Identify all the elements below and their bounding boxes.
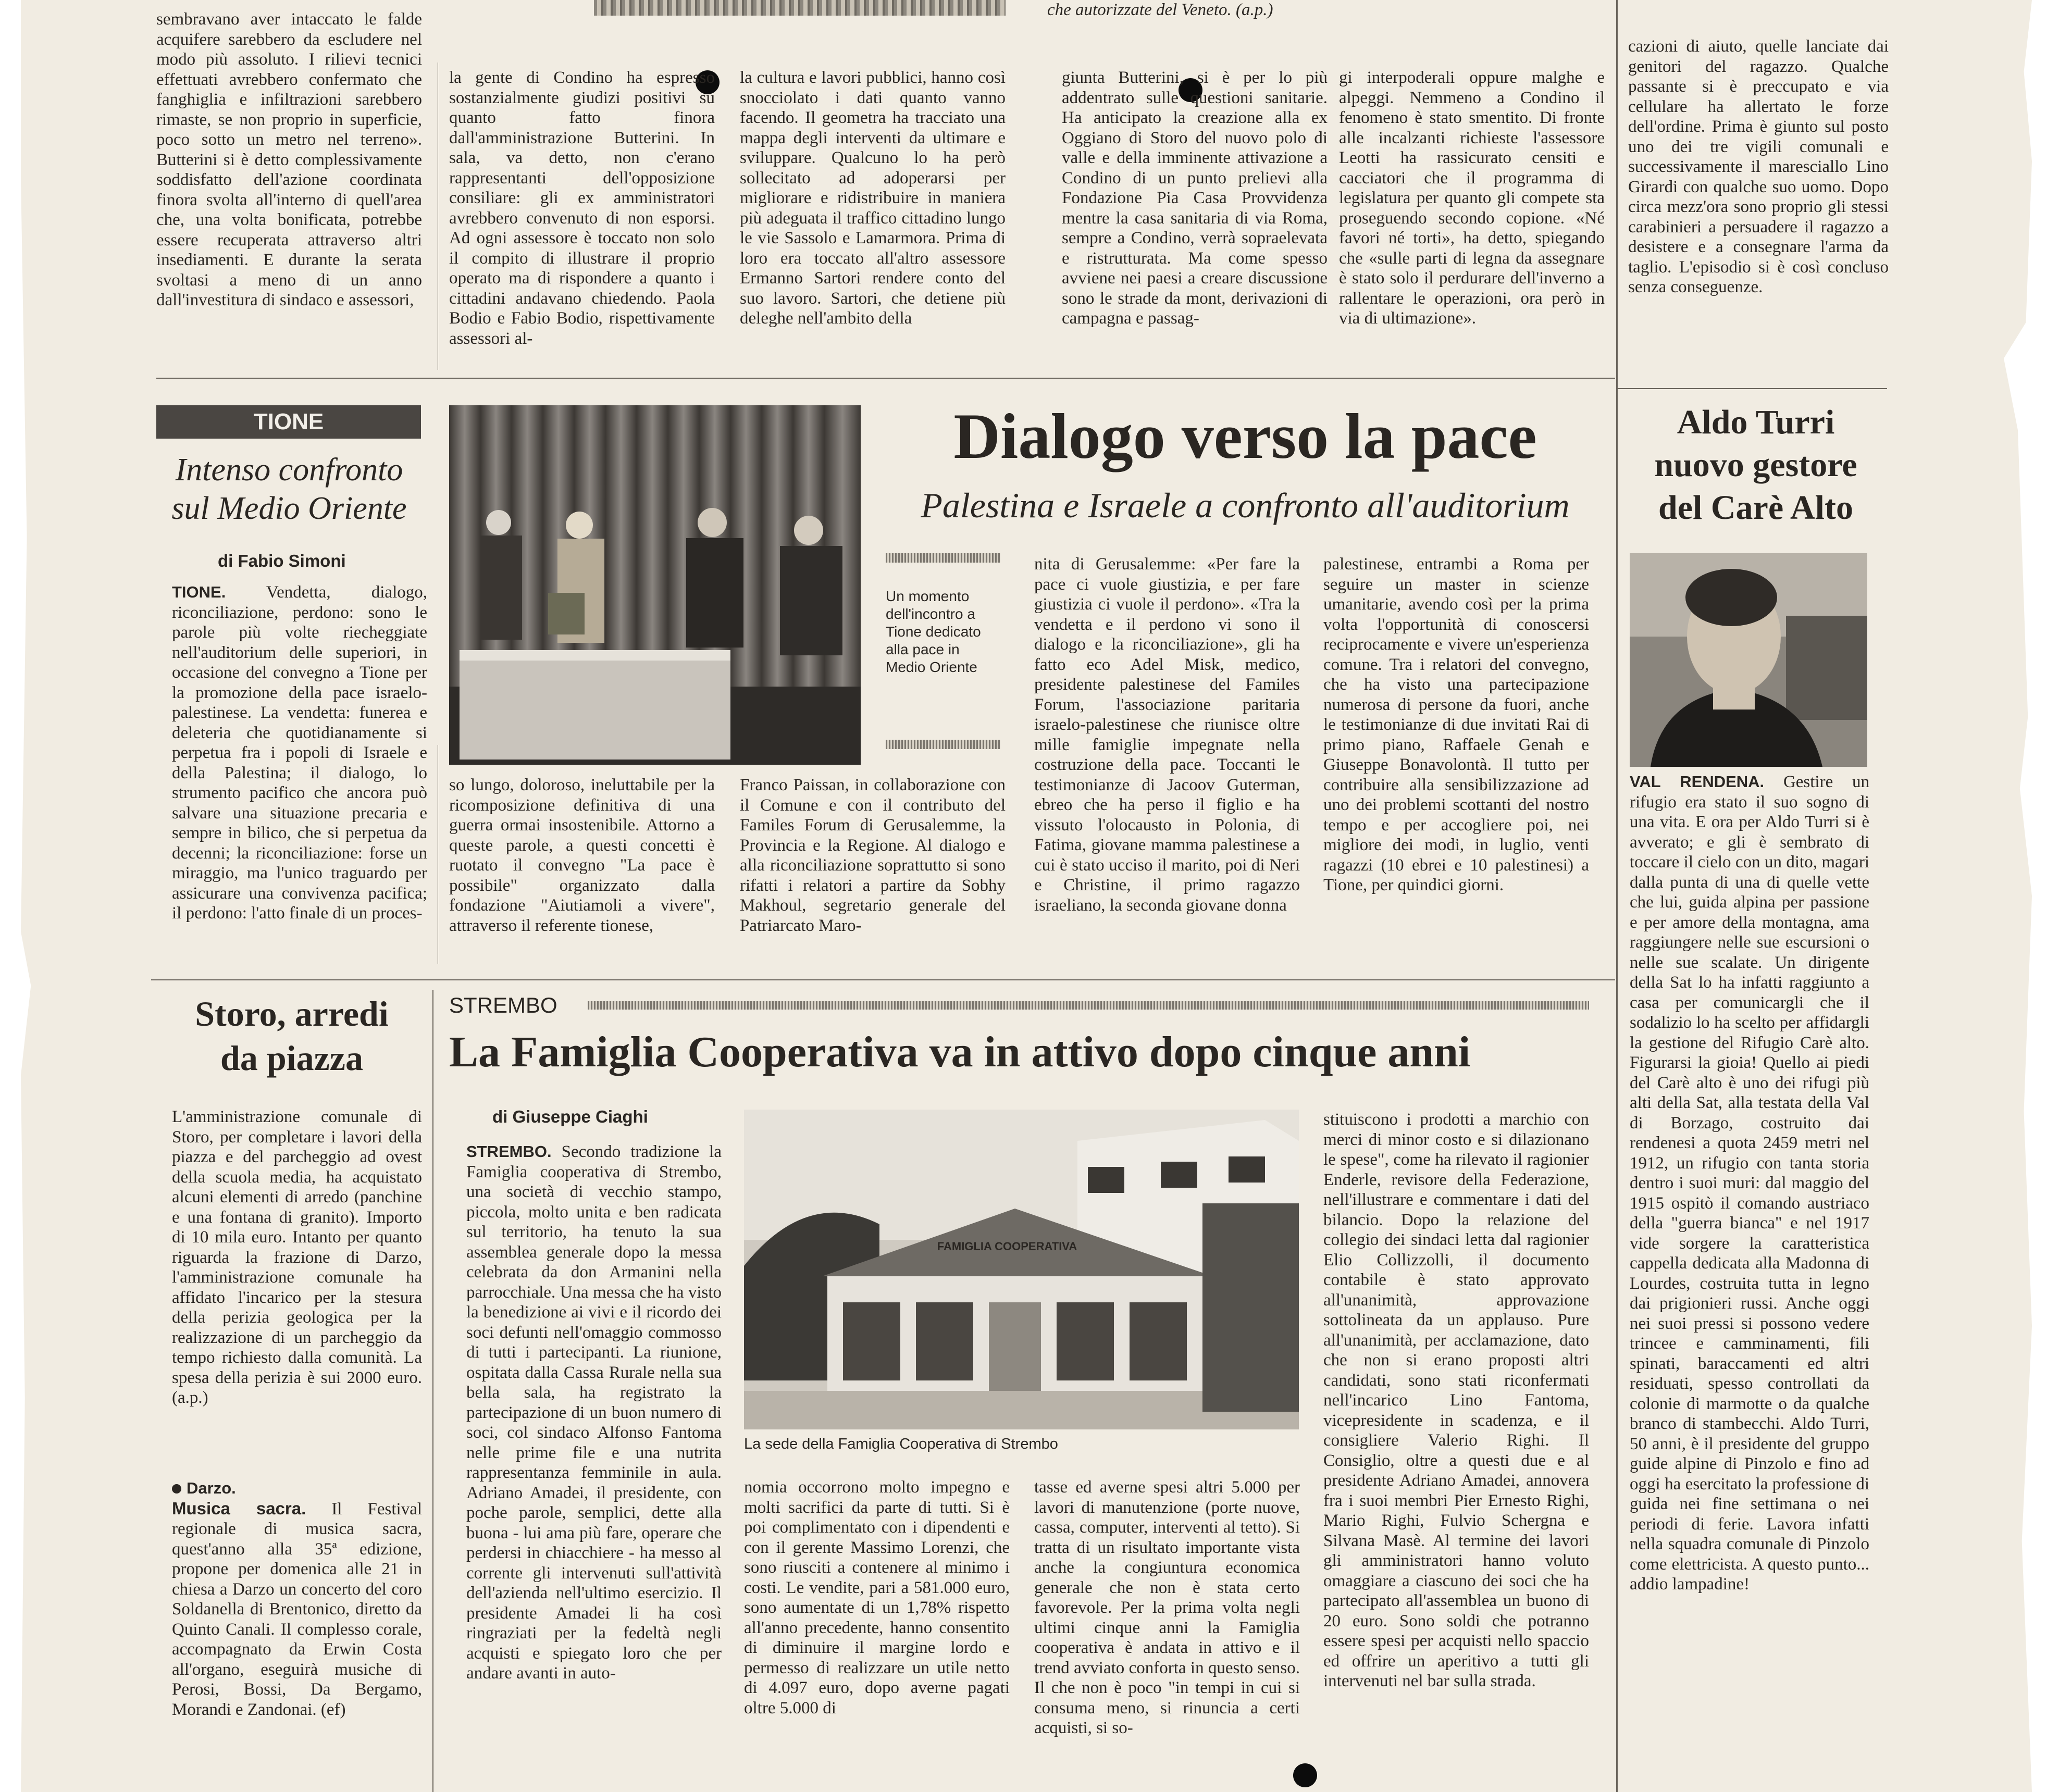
caption-tone-bar [886,553,1000,563]
strembo-column-4: stituiscono i prodotti a marchio con merci di minor costo e si dilazionano le spese", come ha rilevato il ragionier Enderle, revisore della Federazione, nell'illustrare e commentare i dati del bilancio. Dopo la relazione del collegio dei sindaci letta dal ragionier Elio Collizzolli, il documento contabile è stato approvato all'unanimità, approvazione sottolineata da un applauso. Pure all'unanimità, per acclamazione, dato che non si erano proposti altri candidati, sono stati riconfermati nell'incarico Lino Fantoma, vicepresidente in scadenza, e il consigliere Valerio Righi. Il Consiglio, oltre a questi due e al presidente Adriano Amadei, annovera fra i suoi membri Pier Ernesto Righi, Mario Righi, Fulvio Schergna e Silvana Masè. Al termine dei lavori gli amministratori hanno voluto omaggiare a ciascuno dei soci che ha partecipato all'assemblea un buono di 20 euro. Sono soldi che potranno essere spesi per acquisti nello spaccio ed offrire un aperitivo a tutti gli intervenuti nel bar sulla strada. [1323,1110,1589,1690]
turri-portrait [1630,553,1867,767]
tione-kicker: TIONE [156,405,421,439]
top-column-5: gi interpoderali oppure malghe e alpeggi. Nemmeno a Condino il fenomeno è stato smentito. Di fronte alle incalzanti richieste l'assessore Leotti ha rassicurato censiti e cacciatori che il programma di legislatura per quanto gli compete sta proseguendo secondo copione. «Né favori né torti», ha detto, spiegando che «sulle parti di legna da assegnare è stato solo il perdurare dell'inverno a rallentare le operazioni, ora però in via di ultimazione». [1339,68,1605,328]
column-rule [432,990,433,1792]
dialogo-headline: Dialogo verso la pace [953,401,1537,472]
storo-headline-line2: da piazza [220,1038,363,1078]
bullet-icon [172,1484,181,1494]
tione-byline: di Fabio Simoni [218,551,346,570]
strembo-caption: La sede della Famiglia Cooperativa di Strembo [744,1436,1058,1452]
top-column-3: la cultura e lavori pubblici, hanno così snocciolato i dati quanto vanno facendo. Il geometra ha tracciato una mappa degli interventi da ultimare e sviluppare. Qualcuno lo ha però sollecitato ad adoperarsi per migliorare e ridistribuire in maniera più adeguata il traffico cittadino lungo le vie Sassolo e Lamarmora. Prima di loro era toccato all'altro assessore Ermanno Sartori rendere conto del suo lavoro. Sartori, che detiene più deleghe nell'ambito della [740,68,1006,328]
column-rule [1616,0,1618,1792]
strembo-headline: La Famiglia Cooperativa va in attivo dopo cinque anni [449,1028,1471,1076]
turri-dateline: VAL RENDENA. [1630,773,1765,791]
strembo-column-2: nomia occorrono molto impegno e molti sacrifici da parte di tutti. Si è poi complimentato con i dipendenti e con il gerente Massimo Lorenzi, che sono riusciti a contenere al minimo i costi. Le vendite, pari a 581.000 euro, sono aumentate di un 1,78% rispetto all'anno precedente, hanno consentito di diminuire il margine lordo e permesso di realizzare un utile netto di 4.097 euro, dopo averne pagati oltre 5.000 di [744,1478,1010,1718]
kicker-tone-bar [588,1001,1589,1010]
tione-column-3: Franco Paissan, in collaborazione con il Comune e con il contributo del Familes Forum di Gerusalemme, la Provincia e la Regione. Al dialogo e alla riconciliazione soprattutto si sono rifatti i relatori a partire da Sobhy Makhoul, segretario generale del Patriarcato Maro- [740,776,1006,935]
top-column-2: la gente di Condino ha espresso sostanzialmente giudizi positivi su quanto fatto finora dall'amministrazione Butterini. In sala, va detto, non c'erano rappresentanti dell'opposizione consiliare: gli ex amministratori avrebbero convenuto di non esporsi. Ad ogni assessore è toccato non solo il compito di illustrare il proprio operato ma di rispondere a quanto i cittadini andavano chiedendo. Paola Bodio e Fabio Bodio, rispettivamente assessori al- [449,68,715,348]
caption-tone-bar [886,740,1000,749]
turri-headline-line3: del Carè Alto [1658,489,1853,527]
conference-photo-svg [449,405,861,765]
storo-headline-line1: Storo, arredi [195,994,389,1034]
strembo-column-3: tasse ed averne spesi altri 5.000 per lavori di manutenzione (porte nuove, cassa, computer, interventi al tetto). Si tratta di un risultato importante vista anche la congiuntura economica generale che non è stata certo favorevole. Per la prima volta negli ultimi cinque anni la Famiglia cooperativa è andata in attivo e il trend avviato conforta in questo senso. Il che non è poco "in tempi in cui si consuma meno, si rinuncia a certi acquisti, si so- [1034,1478,1300,1737]
section-rule [156,378,1615,379]
tione-column-2: so lungo, doloroso, ineluttabile per la ricomposizione definitiva di una guerra ormai insostenibile. Attorno a queste parole, a questi concetti è ruotato il convegno "La pace è possibile" organizzato dalla fondazione "Aiutiamoli a vivere", attraverso il referente tionese, [449,776,715,935]
strembo-kicker: STREMBO [449,993,557,1017]
top-column-4: giunta Butterini, si è per lo più addentrato sulle questioni sanitarie. Ha anticipato la creazione alla ex Oggiano di Storo del nuovo polo di valle e della imminente attivazione a Condino di un punto prelievi alla Fondazione Pia Casa Provvidenza mentre la casa sanitaria di via Roma, sempre a Condino, verrà sopraelevata e ristrutturata. Ma come spesso avviene nei paesi a creare discussione sono le strade da mont, derivazioni di campagna e passag- [1062,68,1328,328]
dialogo-caption: Un momento dell'incontro a Tione dedicato alla pace in Medio Oriente [886,588,981,675]
strembo-byline: di Giuseppe Ciaghi [492,1107,648,1126]
top-column-1: sembravano aver intaccato le falde acquifere sarebbero da escludere nel modo più assoluto. I rilievi tecnici effettuati avrebbero confermato che fanghiglia e infiltrazioni sarebbero rimaste, se non proprio in superficie, poco sotto un metro nel terreno». Butterini si è detto complessivamente soddisfatto dell'azione coordinata finora svolta all'interno di quell'area che, una volta bonificata, potrebbe essere recuperata attraverso altri insediamenti. E durante la serata svoltasi a meno di un anno dall'investitura di sindaco e assessori, [156,10,422,309]
cooperative-photo-svg [744,1110,1299,1429]
turri-body: VAL RENDENA. Gestire un rifugio era stato il suo sogno di una vita. E ora per Aldo Turri si è avverato; e gli è sembrato di toccare il cielo con un dito, magari dalla punta di una di quelle vette che lui, guida alpina per passione e per amore della montagna, ama raggiungere nelle sue escursioni o nelle sue scalate. Un dirigente della Sat lo ha infatti raggiunto a casa per comunicargli che il sodalizio lo ha scelto per affidargli la gestione del Rifugio Carè alto. Figurarsi la gioia! Quello ai piedi del Carè alto è uno dei rifugi più alti della Sat, alla testata della Val di Borzago, costruito dai rendenesi a quota 2459 metri nel 1912, un rifugio con tanta storia dentro i suoi muri: dal maggio del 1915 ospitò il comando austriaco della "guerra bianca" e nel 1917 vide sorgere la caratteristica cappella dedicata alla Madonna di Lourdes, costruita tutta in legno dai prigionieri russi. Anche oggi nei suoi pressi si possono vedere trincee e camminamenti, fili spinati, baraccamenti ed altri residuati, spesso controllati da colonie di marmotte o da qualche branco di stambecchi. Aldo Turri, 50 anni, è il presidente del gruppo guide alpine di Pinzolo e fino ad oggi ha esercitato la professione di guida nei fine settimana o nei periodi di ferie. Lavora infatti nella squadra comunale di Pinzolo come elettricista. A questo punto... addio lampadine! [1630,773,1869,1594]
section-rule [151,979,1615,980]
top-column-6: cazioni di aiuto, quelle lanciate dai genitori del ragazzo. Qualche passante si è preccupato e via cellulare ha allertato le forze dell'ordine. Prima è giunto sul posto uno dei tre vigili comunali e successivamente il maresciallo Lino Girardi con qualche suo uomo. Dopo circa mezz'ora sono proprio gli stessi carabinieri a persuadere il ragazzo a desistere e a consegnare l'arma da taglio. L'episodio si è così concluso senza conseguenze. [1628,37,1889,296]
top-photo-remnant [594,0,1006,16]
darzo-label: Darzo. [187,1479,236,1497]
cooperative-photo [744,1110,1299,1429]
strembo-dateline: STREMBO. [466,1142,552,1161]
strembo-column-1: STREMBO. Secondo tradizione la Famiglia cooperativa di Strembo, una società di vecchio stampo, piccola, molto unita e ben radicata sul territorio, ha tenuto la sua assemblea generale dopo la messa celebrata da don Armanini nella parrocchiale. Una messa che ha visto la benedizione ai vivi e il ricordo dei soci defunti nell'omaggio commosso di tutti i partecipanti. La riunione, ospitata dalla Cassa Rurale nella sua bella sala, ha registrato la partecipazione di un buon numero di soci, col sindaco Alfonso Fantoma nelle prime file e una nutrita rappresentanza femminile in aula. Adriano Amadei, il presidente, con poche parole, semplici, dette alla buona - lui ama più fare, operare che perdersi in chiacchiere - ha messo al corrente gli intervenuti sull'attività dell'azienda nell'ultimo esercizio. Il presidente Amadei li ha così ringraziati per la fedeltà negli acquisti e spiegato loro che per andare avanti in auto- [466,1142,722,1683]
tione-column-5: palestinese, entrambi a Roma per seguire un master in scienze umanitarie, avendo così per la prima volta l'opportunità di conoscersi reciprocamente e vivere un'esperienza comune. Tra i relatori del convegno, che ha visto una partecipazione numerosa di persone da fuori, anche le testimonianze di due invitati Rai di primo piano, Raffaele Genah e Giuseppe Bonavolontà. Il tutto per contribuire alla sensibilizzazione ad uno dei problemi scottanti del nostro tempo e per accogliere poi, nei migliore dei modi, in luglio, venti ragazzi (10 ebrei e 10 palestinesi) a Tione, per quindici giorni. [1323,555,1589,894]
cooperative-sign: FAMIGLIA COOPERATIVA [937,1240,1077,1253]
section-rule [1616,388,1887,389]
conference-photo [449,405,861,765]
turri-headline-line1: Aldo Turri [1677,403,1835,441]
dialogo-subhead: Palestina e Israele a confronto all'auditorium [921,486,1570,525]
darzo-brief: Darzo. Musica sacra. Il Festival regionale di musica sacra, quest'anno alla 35ª edizione, propone per domenica alle 21 in chiesa a Darzo un concerto del coro Soldanella di Brentonico, diretto da Quinto Canali. Il complesso corale, accompagnato da Erwin Costa all'organo, eseguirà musiche di Perosi, Bossi, Da Bergamo, Morandi e Zandonai. (ef) [172,1479,422,1719]
turri-portrait-svg [1630,553,1867,767]
tione-dateline: TIONE. [172,583,226,601]
storo-body: L'amministrazione comunale di Storo, per completare i lavori della piazza e del parcheggio ad ovest della scuola media, ha acquistato alcuni elementi di arredo (panchine e una fontana di granito). Importo di 10 mila euro. Intanto per quanto riguarda la frazione di Darzo, l'amministrazione comunale ha affidato l'incarico per la stesura della perizia geologica per la realizzazione di un parcheggio da tempo richiesto dalla comunità. La spesa della perizia è sui 2000 euro. (a.p.) [172,1107,422,1407]
turri-headline-line2: nuovo gestore [1654,446,1857,484]
tione-headline-line2: sul Medio Oriente [171,491,407,526]
tione-headline-line1: Intenso confronto [175,452,403,488]
top-col4-tail: che autorizzate del Veneto. (a.p.) [1047,1,1273,19]
darzo-title: Musica sacra. [172,1498,306,1518]
tione-column-4: nita di Gerusalemme: «Per fare la pace ci vuole giustizia, e per fare giustizia ci vuole il perdono». «Tra la vendetta e il perdono vi sono il dialogo e la riconciliazione», gli ha fatto eco Adel Misk, medico, presidente palestinese del Familes Forum, l'associazione paritaria israelo-palestinese che riunisce oltre mille famiglie impegnate nella costruzione della pace. Toccanti le testimonianze di Jacoov Guterman, ebreo che ha perso il figlio e ha vissuto l'olocausto in Polonia, di Fatima, giovane mamma palestinese a cui è stato ucciso il marito, poi di Neri e Christine, il primo ragazzo israeliano, la seconda giovane donna [1034,555,1300,915]
tione-column-1: TIONE. Vendetta, dialogo, riconciliazione, perdono: sono le parole più volte riecheggiate nell'auditorium delle superiori, in occasione del convegno a Tione per la promozione della pace israelo-palestinese. La vendetta: funerea e deleteria che quotidianamente si perpetua fra i popoli di Israele e della Palestina; il dialogo, lo strumento pacifico che ancora può salvare una situazione precaria e sempre in bilico, che si perpetua da decenni; la riconciliazione: forse un miraggio, ma l'unico traguardo per assicurare una convivenza pacifica; il perdono: l'atto finale di un proces- [172,583,427,923]
